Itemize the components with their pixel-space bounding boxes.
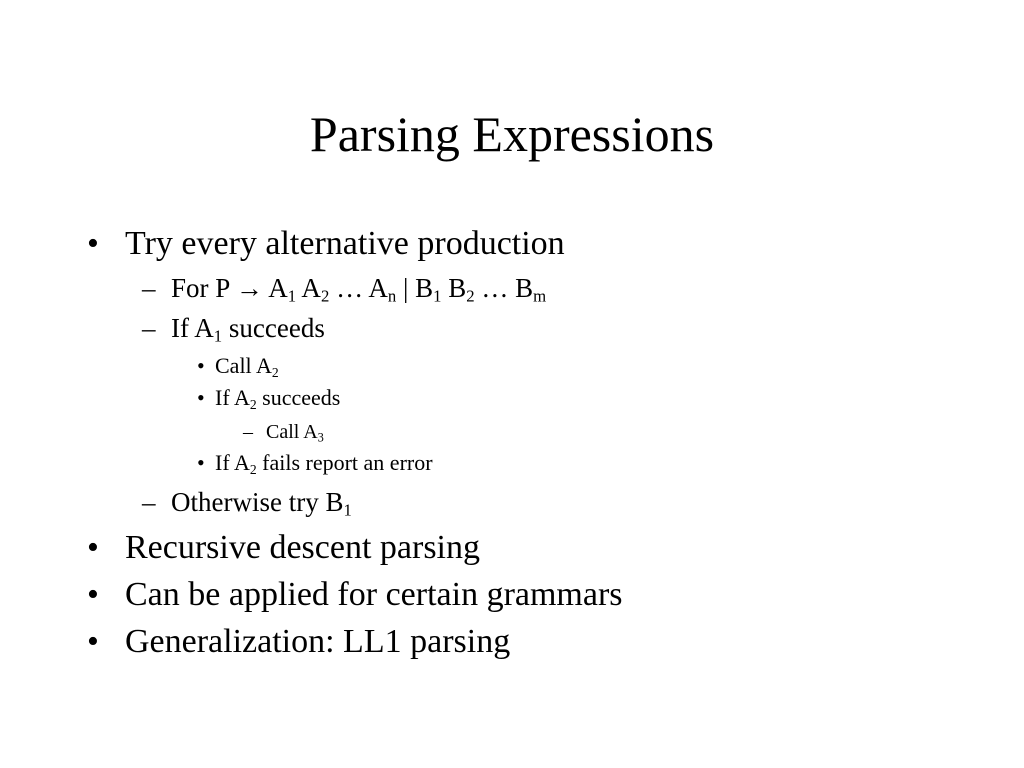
bullet-marker: •	[87, 225, 99, 262]
outline-item-text	[215, 450, 433, 476]
subscript: 1	[433, 286, 442, 306]
text-segment: fails report an error	[256, 450, 433, 475]
text-segment: If A	[215, 450, 250, 475]
subscript: 2	[249, 461, 257, 477]
text-segment: | B	[396, 273, 434, 303]
bullet-marker: •	[87, 623, 99, 660]
bullet-marker: •	[197, 353, 205, 378]
subscript: 1	[213, 326, 223, 346]
outline-item-text	[215, 353, 279, 379]
text-segment: If A	[171, 313, 214, 343]
bullet-marker: •	[197, 450, 205, 475]
subscript: 2	[320, 286, 330, 306]
dash-marker: –	[243, 421, 253, 443]
outline-item-text	[125, 622, 510, 662]
outline-item-text	[125, 575, 623, 615]
text-segment: succeeds	[222, 313, 325, 343]
outline-item-text	[266, 420, 324, 444]
text-segment: A	[263, 273, 288, 303]
text-segment: B	[441, 273, 467, 303]
text-segment: If A	[215, 385, 250, 410]
text-segment: Try every alternative production	[125, 225, 565, 262]
dash-marker: –	[142, 313, 156, 343]
bullet-marker: •	[87, 529, 99, 566]
subscript: 1	[287, 286, 297, 306]
dash-marker: –	[142, 273, 156, 303]
text-segment: Generalization: LL1 parsing	[125, 623, 511, 660]
text-segment: … B	[474, 273, 534, 303]
subscript: 2	[249, 396, 257, 412]
outline-item-text	[125, 528, 480, 568]
dash-marker: –	[142, 487, 156, 517]
outline-item-text	[125, 224, 565, 264]
subscript: 3	[317, 430, 324, 445]
outline-item-text	[171, 312, 325, 344]
text-segment: Can be applied for certain grammars	[125, 576, 623, 613]
text-segment: A	[296, 273, 321, 303]
bullet-marker: •	[197, 385, 205, 410]
subscript: m	[533, 286, 547, 306]
outline-item-text	[171, 272, 546, 304]
text-segment: Call A	[266, 421, 318, 443]
text-segment: →	[236, 273, 264, 303]
subscript: 1	[343, 500, 352, 520]
subscript: 2	[271, 364, 279, 380]
text-segment: succeeds	[256, 385, 341, 410]
text-segment: For P	[171, 273, 237, 303]
outline-item-text	[215, 385, 340, 411]
subscript: n	[387, 286, 397, 306]
bullet-marker: •	[87, 576, 99, 613]
slide-title: Parsing Expressions	[309, 106, 715, 162]
outline-item-text	[171, 486, 352, 518]
text-segment: … A	[329, 273, 388, 303]
text-segment: Otherwise try B	[171, 487, 344, 517]
text-segment: Call A	[215, 353, 272, 378]
text-segment: Recursive descent parsing	[125, 529, 480, 566]
subscript: 2	[466, 286, 475, 306]
